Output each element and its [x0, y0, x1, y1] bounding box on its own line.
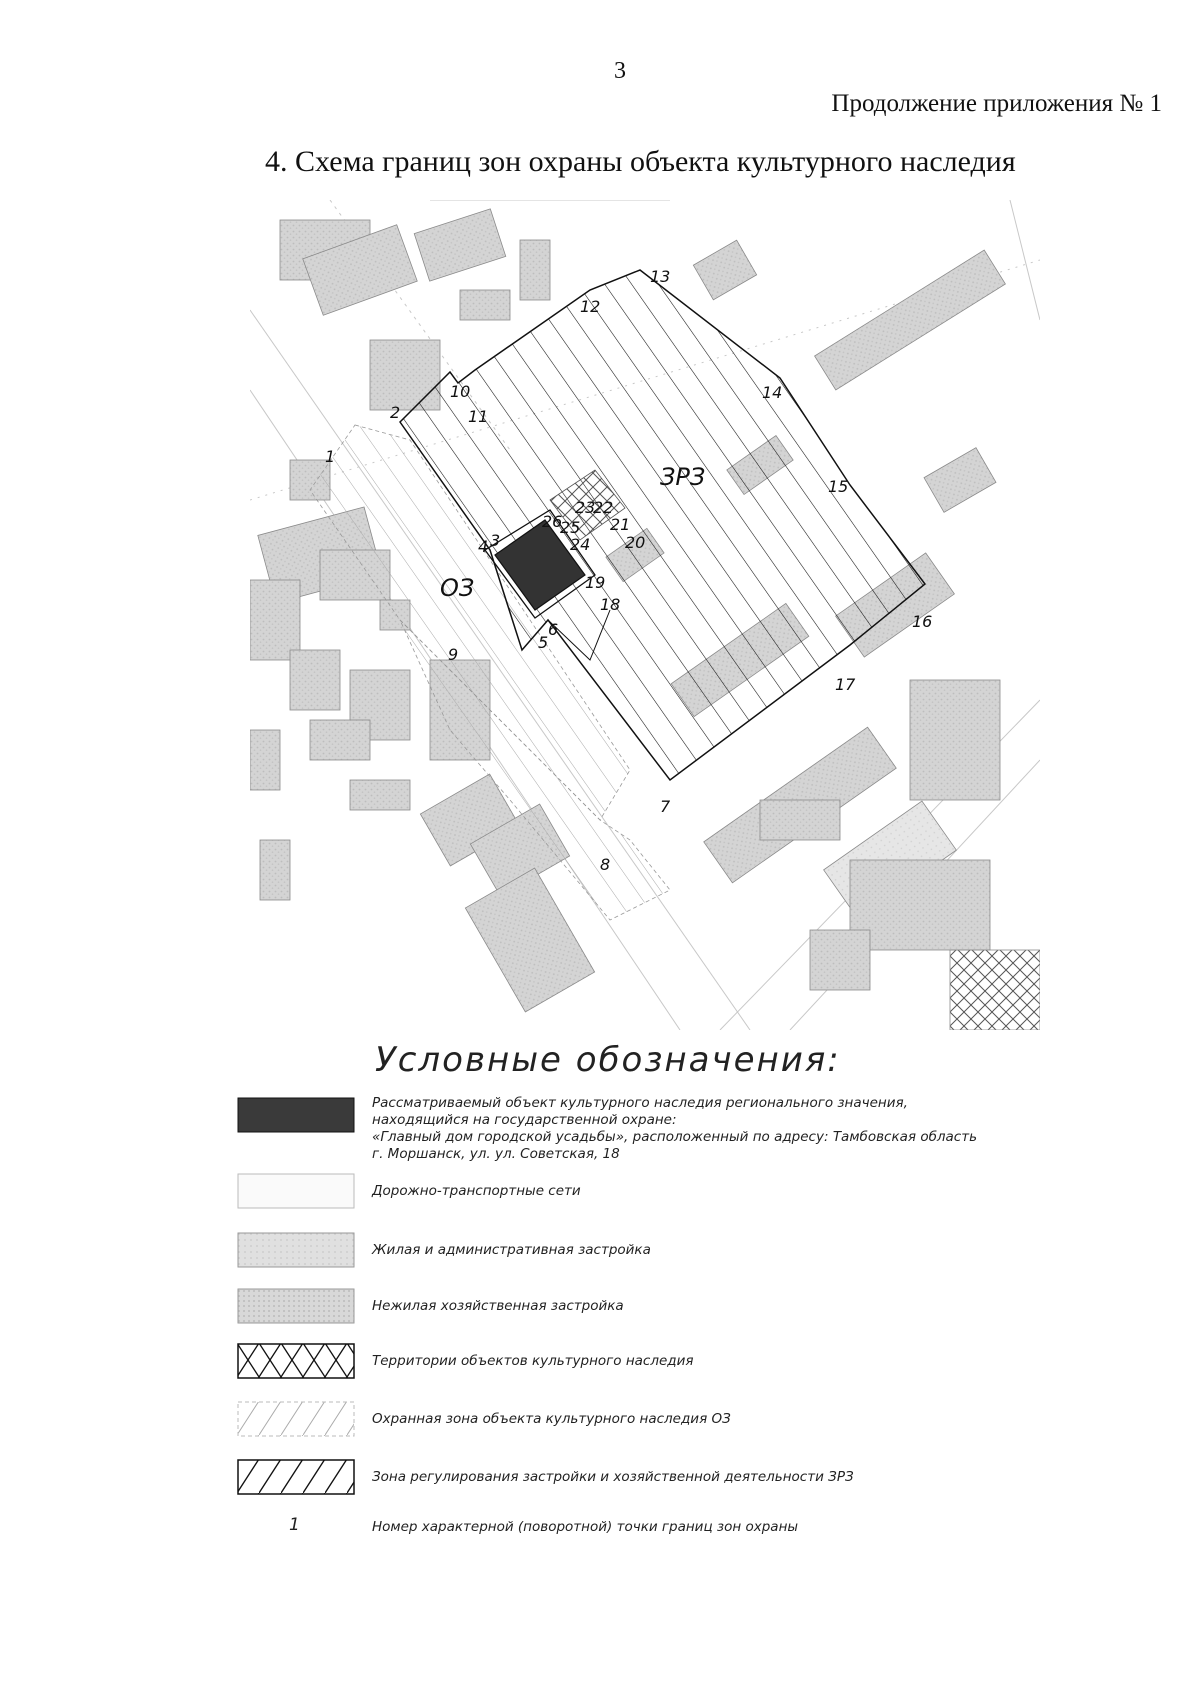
point-label: 16 [912, 612, 933, 631]
point-label: 24 [570, 535, 591, 554]
point-label: 4 [478, 537, 489, 556]
legend-text-non-residential [372, 1298, 1162, 1315]
legend-line: Нежилая хозяйственная застройка [372, 1298, 624, 1314]
legend-line: Жилая и административная застройка [372, 1242, 651, 1258]
point-label: 13 [650, 267, 671, 286]
legend-swatch-point-number [237, 1515, 355, 1541]
point-label: 6 [548, 620, 559, 639]
point-label: 18 [600, 595, 621, 614]
legend-text-residential [372, 1242, 1162, 1259]
legend-line: «Главный дом городской усадьбы», расположенный по адресу: Тамбовская область [372, 1129, 978, 1145]
legend-line: Дорожно-транспортные сети [372, 1183, 581, 1199]
legend-item-heritage-object [232, 1095, 1162, 1171]
legend-text-point-number [372, 1519, 1162, 1536]
legend-line: находящийся на государственной охране: [372, 1112, 677, 1128]
scheme-title: 4. Схема границ зон охраны объекта культурного наследия [265, 145, 1016, 178]
legend-swatch-protection-zone [237, 1401, 355, 1437]
page-number: 3 [614, 58, 626, 84]
point-number-symbol: 1 [289, 1515, 300, 1535]
legend-text-regulation-zone [372, 1469, 1162, 1486]
legend-item-non-residential [232, 1288, 1162, 1326]
legend-swatch-non-residential [237, 1288, 355, 1324]
zone-label-zrz: ЗРЗ [660, 463, 706, 491]
point-label: 14 [762, 383, 783, 402]
legend-title: Условные обозначения: [375, 1040, 841, 1080]
point-label: 10 [450, 382, 471, 401]
legend-item-regulation-zone [232, 1459, 1162, 1497]
point-label: 17 [835, 675, 856, 694]
point-label: 11 [468, 407, 489, 426]
point-label: 9 [448, 645, 459, 664]
legend-line: Территории объектов культурного наследия [372, 1353, 694, 1369]
zone-label-oz: ОЗ [440, 574, 475, 602]
point-label: 1 [325, 447, 336, 466]
point-label: 22 [593, 498, 614, 517]
legend-swatch-heritage-object [237, 1097, 355, 1133]
point-label: 25 [560, 518, 581, 537]
legend-line: Охранная зона объекта культурного наследия ОЗ [372, 1411, 731, 1427]
point-label: 21 [610, 515, 631, 534]
point-label: 2 [390, 403, 401, 422]
point-label: 12 [580, 297, 601, 316]
point-label: 3 [490, 531, 501, 550]
legend-text-heritage-object [372, 1095, 1162, 1163]
legend-swatch-heritage-territory [237, 1343, 355, 1379]
point-label: 5 [538, 633, 549, 652]
legend-line: Рассматриваемый объект культурного наследия регионального значения, [372, 1095, 908, 1111]
point-label: 19 [585, 573, 606, 592]
legend-item-residential [232, 1232, 1162, 1270]
legend-text-protection-zone [372, 1411, 1162, 1428]
legend-line: г. Моршанск, ул. ул. Советская, 18 [372, 1146, 620, 1162]
map-scheme [250, 200, 1040, 1030]
point-label: 8 [600, 855, 611, 874]
legend-text-roads [372, 1183, 1162, 1200]
legend-swatch-residential [237, 1232, 355, 1268]
point-label: 23 [575, 498, 596, 517]
legend-item-protection-zone [232, 1401, 1162, 1439]
appendix-note: Продолжение приложения № 1 [831, 90, 1162, 117]
legend-text-heritage-territory [372, 1353, 1162, 1370]
legend-swatch-roads [237, 1173, 355, 1209]
legend-item-point-number [232, 1515, 1162, 1541]
point-label: 20 [625, 533, 646, 552]
point-label: 26 [542, 512, 563, 531]
legend-item-heritage-territory [232, 1343, 1162, 1381]
legend-item-roads [232, 1173, 1162, 1211]
point-label: 15 [828, 477, 849, 496]
legend-line: Зона регулирования застройки и хозяйственной деятельности ЗРЗ [372, 1469, 854, 1485]
point-label: 7 [660, 797, 671, 816]
legend-line: Номер характерной (поворотной) точки границ зон охраны [372, 1519, 799, 1535]
legend-swatch-regulation-zone [237, 1459, 355, 1495]
